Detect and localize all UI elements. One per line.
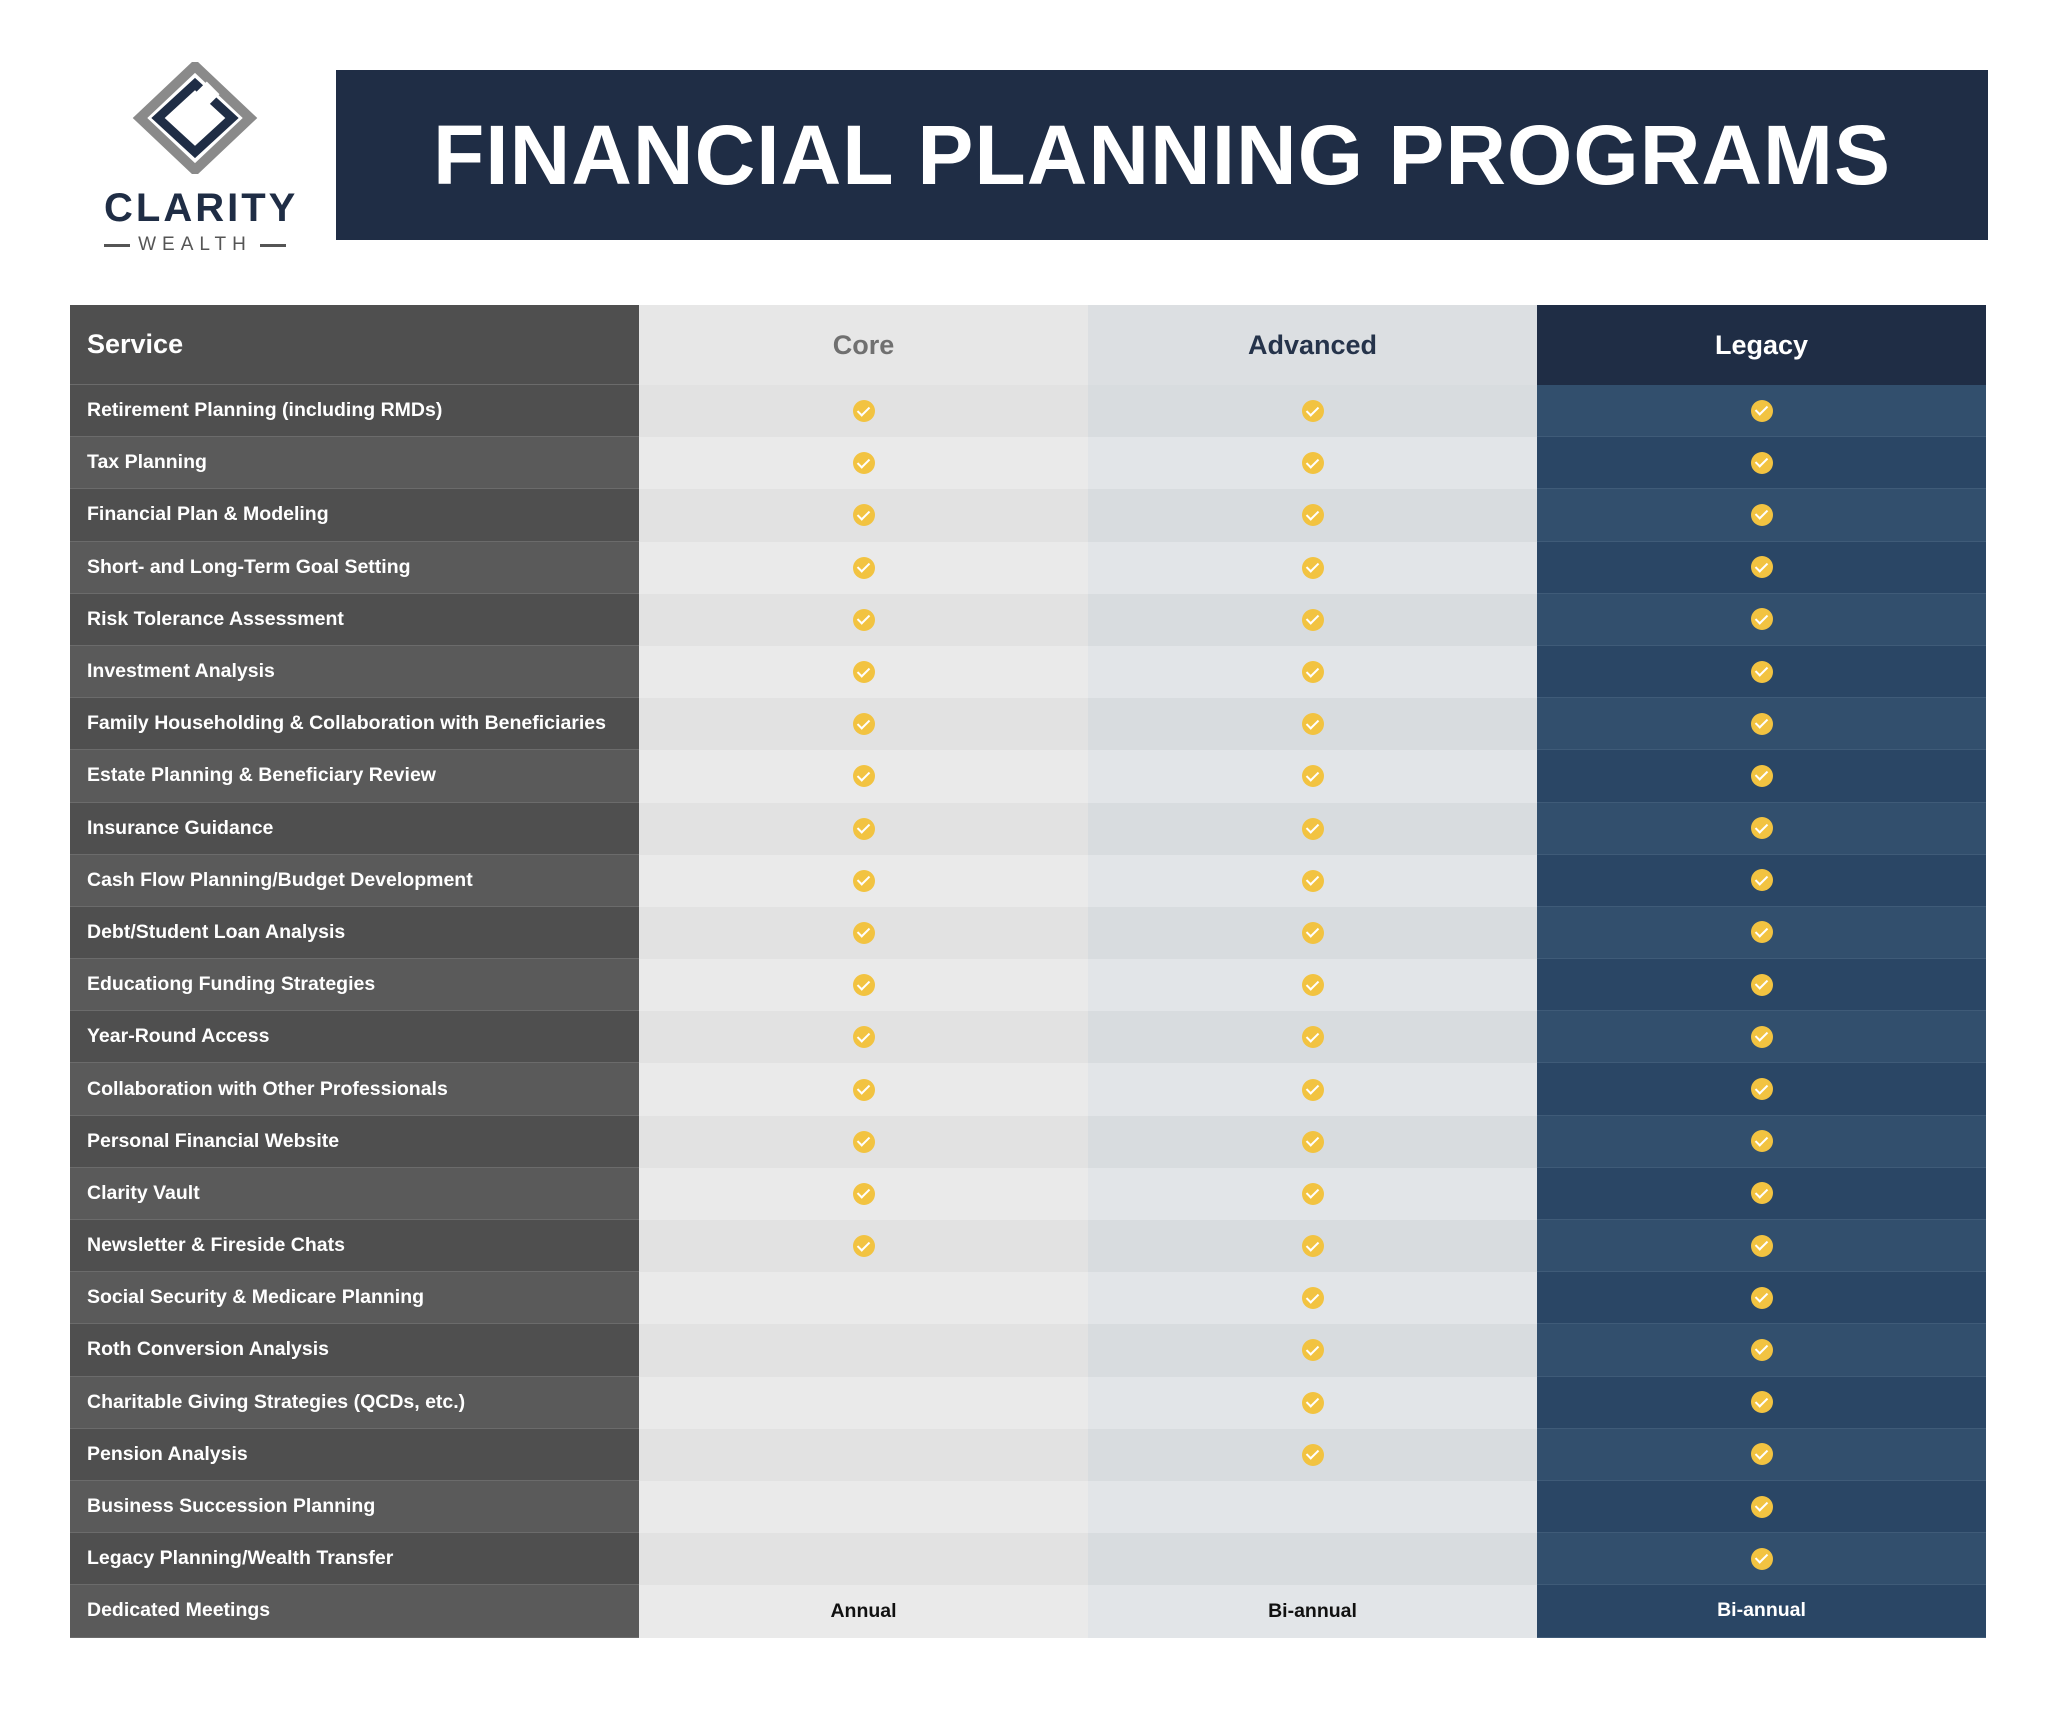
check-icon (1751, 1235, 1773, 1257)
legacy-cell (1537, 1533, 1986, 1585)
service-name: Legacy Planning/Wealth Transfer (70, 1533, 639, 1585)
advanced-cell (1088, 646, 1537, 698)
core-cell (639, 1116, 1088, 1168)
legacy-cell (1537, 489, 1986, 541)
table-row (70, 489, 1986, 541)
legacy-cell (1537, 437, 1986, 489)
check-icon (1302, 400, 1324, 422)
check-icon (853, 609, 875, 631)
core-cell (639, 1168, 1088, 1220)
service-name: Estate Planning & Beneficiary Review (70, 750, 639, 802)
table-row (70, 1481, 1986, 1533)
check-icon (1302, 504, 1324, 526)
core-cell (639, 855, 1088, 907)
legacy-cell (1537, 1220, 1986, 1272)
legacy-cell (1537, 855, 1986, 907)
check-icon (1302, 661, 1324, 683)
service-name: Pension Analysis (70, 1429, 639, 1481)
service-name: Retirement Planning (including RMDs) (70, 385, 639, 437)
check-icon (1751, 452, 1773, 474)
check-icon (1751, 608, 1773, 630)
core-cell (639, 1220, 1088, 1272)
core-cell (639, 385, 1088, 437)
logo-sub-text: WEALTH (138, 234, 252, 255)
advanced-cell (1088, 698, 1537, 750)
logo-subtitle (104, 234, 286, 256)
check-icon (1751, 400, 1773, 422)
core-cell (639, 646, 1088, 698)
check-icon (1751, 921, 1773, 943)
table-row (70, 1063, 1986, 1115)
core-cell (639, 1533, 1088, 1585)
advanced-cell (1088, 437, 1537, 489)
check-icon (1751, 504, 1773, 526)
service-name: Debt/Student Loan Analysis (70, 907, 639, 959)
legacy-cell (1537, 594, 1986, 646)
legacy-cell (1537, 1272, 1986, 1324)
check-icon (853, 713, 875, 735)
table-row (70, 1011, 1986, 1063)
advanced-cell (1088, 959, 1537, 1011)
legacy-meetings-cell (1537, 1585, 1986, 1637)
check-icon (853, 974, 875, 996)
advanced-cell (1088, 542, 1537, 594)
check-icon (1751, 1548, 1773, 1570)
service-name: Newsletter & Fireside Chats (70, 1220, 639, 1272)
diamond-c-logo-icon (126, 62, 264, 174)
check-icon (1302, 1235, 1324, 1257)
check-icon (1302, 1392, 1324, 1414)
table-row (70, 750, 1986, 802)
check-icon (1751, 556, 1773, 578)
table-row-meetings (70, 1585, 1986, 1637)
check-icon (1751, 1026, 1773, 1048)
check-icon (1751, 1443, 1773, 1465)
legacy-cell (1537, 907, 1986, 959)
check-icon (1751, 1182, 1773, 1204)
check-icon (1302, 557, 1324, 579)
legacy-cell (1537, 646, 1986, 698)
header-service: Service (70, 305, 639, 385)
core-cell (639, 437, 1088, 489)
service-name: Short- and Long-Term Goal Setting (70, 542, 639, 594)
service-name: Clarity Vault (70, 1168, 639, 1220)
core-cell (639, 542, 1088, 594)
service-name: Social Security & Medicare Planning (70, 1272, 639, 1324)
check-icon (1751, 1130, 1773, 1152)
service-name: Insurance Guidance (70, 803, 639, 855)
service-name: Business Succession Planning (70, 1481, 639, 1533)
core-cell (639, 959, 1088, 1011)
advanced-cell (1088, 594, 1537, 646)
check-icon (1302, 609, 1324, 631)
check-icon (1751, 713, 1773, 735)
core-cell (639, 489, 1088, 541)
check-icon (853, 1235, 875, 1257)
advanced-cell (1088, 907, 1537, 959)
legacy-cell (1537, 1011, 1986, 1063)
advanced-cell (1088, 803, 1537, 855)
legacy-cell (1537, 1377, 1986, 1429)
check-icon (853, 452, 875, 474)
table-row (70, 542, 1986, 594)
core-cell (639, 1063, 1088, 1115)
advanced-cell (1088, 1168, 1537, 1220)
legacy-cell (1537, 542, 1986, 594)
check-icon (853, 504, 875, 526)
core-cell (639, 1324, 1088, 1376)
advanced-cell (1088, 1324, 1537, 1376)
service-name: Personal Financial Website (70, 1116, 639, 1168)
service-name: Dedicated Meetings (70, 1585, 639, 1637)
check-icon (1751, 1078, 1773, 1100)
advanced-cell (1088, 1377, 1537, 1429)
table-row (70, 1377, 1986, 1429)
title-banner (336, 70, 1988, 240)
advanced-cell (1088, 855, 1537, 907)
legacy-cell (1537, 1063, 1986, 1115)
table-row (70, 1429, 1986, 1481)
table-row (70, 646, 1986, 698)
advanced-cell (1088, 1429, 1537, 1481)
table-row (70, 1324, 1986, 1376)
header-legacy: Legacy (1537, 305, 1986, 385)
service-name: Tax Planning (70, 437, 639, 489)
table-row (70, 803, 1986, 855)
check-icon (853, 870, 875, 892)
check-icon (1751, 765, 1773, 787)
advanced-cell (1088, 1533, 1537, 1585)
check-icon (1302, 1079, 1324, 1101)
check-icon (1302, 452, 1324, 474)
service-name: Collaboration with Other Professionals (70, 1063, 639, 1115)
legacy-cell (1537, 1481, 1986, 1533)
service-name: Educationg Funding Strategies (70, 959, 639, 1011)
check-icon (1302, 1287, 1324, 1309)
check-icon (1302, 1026, 1324, 1048)
table-row (70, 1220, 1986, 1272)
advanced-cell (1088, 385, 1537, 437)
core-cell (639, 750, 1088, 802)
table-row (70, 1533, 1986, 1585)
page-title: FINANCIAL PLANNING PROGRAMS (432, 107, 1892, 202)
check-icon (853, 1183, 875, 1205)
service-name: Cash Flow Planning/Budget Development (70, 855, 639, 907)
check-icon (1751, 1496, 1773, 1518)
core-meetings-cell (639, 1585, 1088, 1637)
advanced-cell (1088, 1481, 1537, 1533)
table-row (70, 855, 1986, 907)
check-icon (1302, 870, 1324, 892)
advanced-meetings-cell (1088, 1585, 1537, 1637)
table-row (70, 1168, 1986, 1220)
core-cell (639, 1011, 1088, 1063)
meeting-frequency: Bi-annual (1268, 1599, 1357, 1622)
service-name: Risk Tolerance Assessment (70, 594, 639, 646)
check-icon (853, 661, 875, 683)
legacy-cell (1537, 698, 1986, 750)
core-cell (639, 1272, 1088, 1324)
check-icon (853, 1131, 875, 1153)
check-icon (1751, 1339, 1773, 1361)
check-icon (1751, 869, 1773, 891)
check-icon (1751, 1287, 1773, 1309)
meeting-frequency: Bi-annual (1717, 1599, 1806, 1622)
check-icon (853, 818, 875, 840)
legacy-cell (1537, 750, 1986, 802)
check-icon (1302, 922, 1324, 944)
check-icon (1751, 817, 1773, 839)
check-icon (1302, 1183, 1324, 1205)
check-icon (1302, 765, 1324, 787)
check-icon (1302, 974, 1324, 996)
core-cell (639, 698, 1088, 750)
check-icon (853, 1026, 875, 1048)
legacy-cell (1537, 1168, 1986, 1220)
table-row (70, 385, 1986, 437)
check-icon (1302, 818, 1324, 840)
core-cell (639, 907, 1088, 959)
check-icon (1302, 1131, 1324, 1153)
legacy-cell (1537, 1116, 1986, 1168)
meeting-frequency: Annual (830, 1599, 897, 1622)
check-icon (1751, 661, 1773, 683)
check-icon (853, 765, 875, 787)
check-icon (1302, 713, 1324, 735)
service-name: Year-Round Access (70, 1011, 639, 1063)
table-row (70, 907, 1986, 959)
check-icon (1751, 974, 1773, 996)
advanced-cell (1088, 1220, 1537, 1272)
core-cell (639, 1429, 1088, 1481)
core-cell (639, 594, 1088, 646)
advanced-cell (1088, 1272, 1537, 1324)
advanced-cell (1088, 1063, 1537, 1115)
advanced-cell (1088, 489, 1537, 541)
legacy-cell (1537, 959, 1986, 1011)
clarity-wealth-logo (104, 62, 299, 255)
check-icon (1751, 1391, 1773, 1413)
header-advanced: Advanced (1088, 305, 1537, 385)
advanced-cell (1088, 750, 1537, 802)
check-icon (853, 922, 875, 944)
check-icon (1302, 1444, 1324, 1466)
service-name: Investment Analysis (70, 646, 639, 698)
service-name: Roth Conversion Analysis (70, 1324, 639, 1376)
check-icon (853, 400, 875, 422)
check-icon (1302, 1339, 1324, 1361)
table-row (70, 1272, 1986, 1324)
table-header-row (70, 305, 1986, 385)
table-row (70, 698, 1986, 750)
legacy-cell (1537, 803, 1986, 855)
core-cell (639, 803, 1088, 855)
advanced-cell (1088, 1011, 1537, 1063)
header-core: Core (639, 305, 1088, 385)
table-row (70, 1116, 1986, 1168)
table-row (70, 959, 1986, 1011)
core-cell (639, 1481, 1088, 1533)
table-row (70, 594, 1986, 646)
legacy-cell (1537, 385, 1986, 437)
table-row (70, 437, 1986, 489)
service-name: Financial Plan & Modeling (70, 489, 639, 541)
check-icon (853, 1079, 875, 1101)
service-name: Charitable Giving Strategies (QCDs, etc.) (70, 1377, 639, 1429)
core-cell (639, 1377, 1088, 1429)
logo-brand-text: CLARITY (104, 186, 299, 230)
check-icon (853, 557, 875, 579)
service-name: Family Householding & Collaboration with Beneficiaries (70, 698, 639, 750)
legacy-cell (1537, 1429, 1986, 1481)
advanced-cell (1088, 1116, 1537, 1168)
programs-table (70, 305, 1986, 1638)
legacy-cell (1537, 1324, 1986, 1376)
